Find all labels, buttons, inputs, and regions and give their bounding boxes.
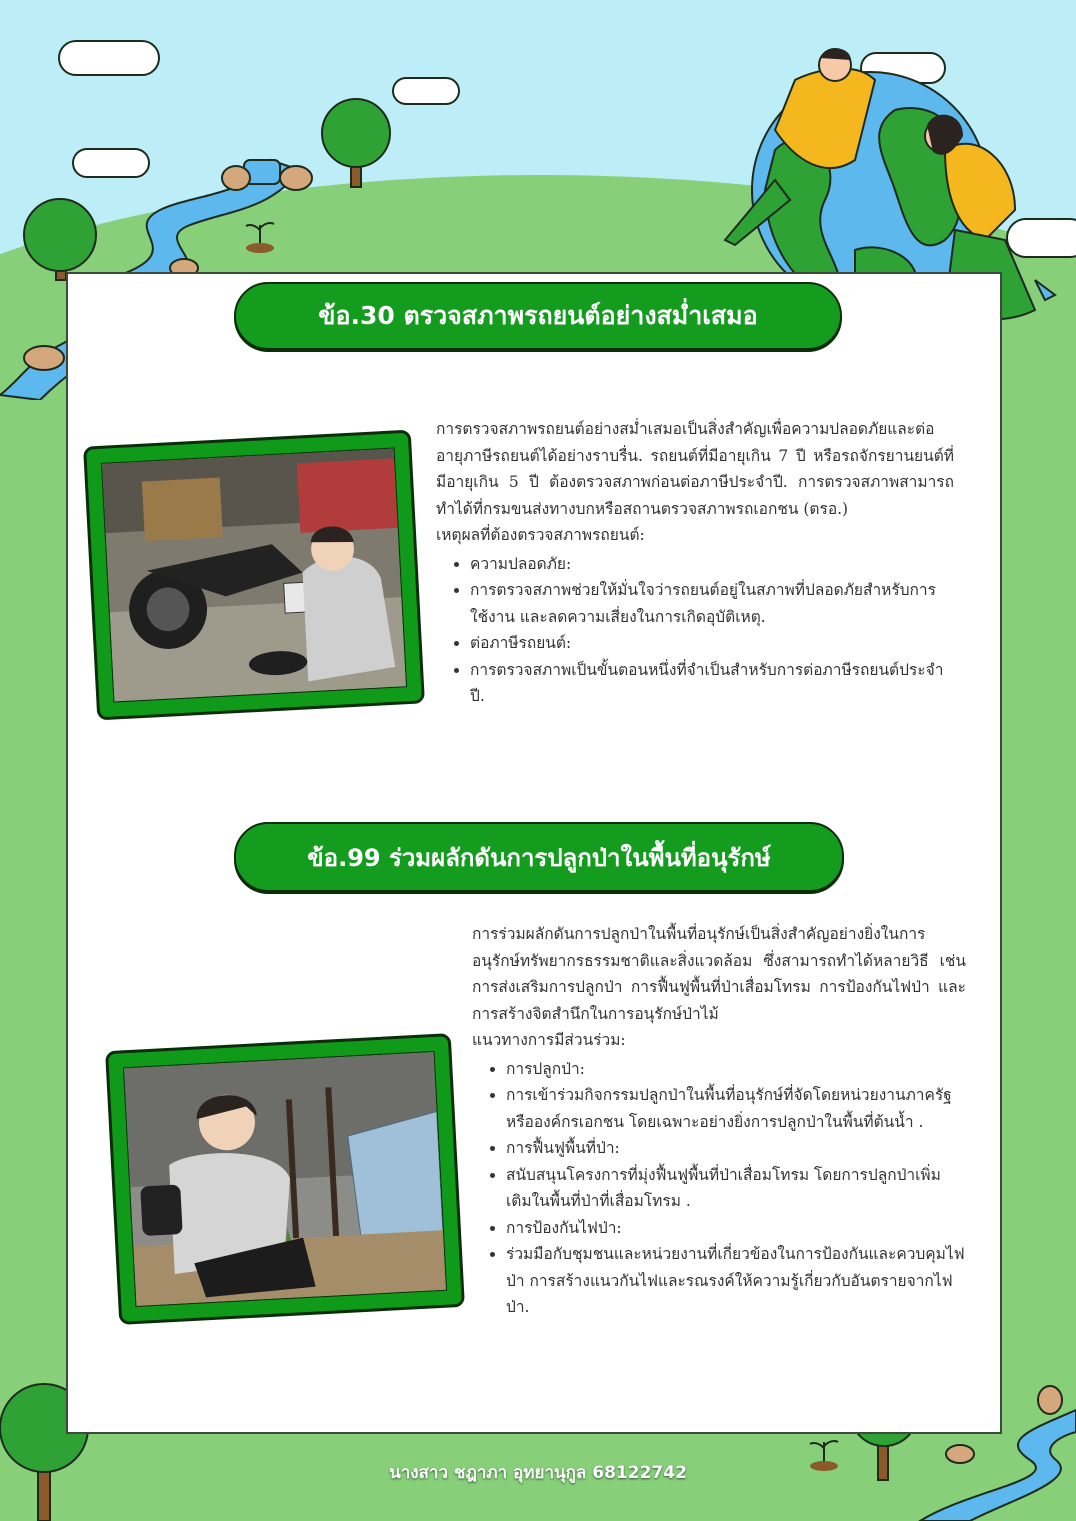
section-2-photo-frame bbox=[105, 1033, 465, 1325]
section-2-text bbox=[472, 921, 966, 1321]
section-1-text bbox=[436, 416, 954, 710]
section-1-photo-frame bbox=[83, 430, 425, 721]
list-item: • การเข้าร่วมกิจกรรมปลูกป่าในพื้นที่อนุรักษ์ที่จัดโดยหน่วยงานภาครัฐหรือองค์กรเอกชน โดยเฉพาะอย่างยิ่งการปลูกป่าในพื้นที่ต้นน้ำ . bbox=[506, 1082, 966, 1135]
list-item: • สนับสนุนโครงการที่มุ่งฟื้นฟูพื้นที่ป่าเสื่อมโทรม โดยการปลูกป่าเพิ่มเติมในพื้นที่ป่าที่เสื่อมโทรม . bbox=[506, 1162, 966, 1215]
list-item: • การตรวจสภาพช่วยให้มั่นใจว่ารถยนต์อยู่ในสภาพที่ปลอดภัยสำหรับการใช้งาน และลดความเสี่ยงในการเกิดอุบัติเหตุ. bbox=[470, 577, 954, 630]
cloud-decoration bbox=[58, 40, 160, 76]
cloud-decoration bbox=[392, 77, 460, 105]
section-1-subheading: เหตุผลที่ต้องตรวจสภาพรถยนต์: bbox=[436, 526, 645, 544]
planting-photo bbox=[123, 1051, 447, 1307]
list-item: • การฟื้นฟูพื้นที่ป่า: bbox=[506, 1135, 966, 1162]
section-2-subheading: แนวทางการมีส่วนร่วม: bbox=[472, 1031, 626, 1049]
section-1-intro: การตรวจสภาพรถยนต์อย่างสม่ำเสมอเป็นสิ่งสำคัญเพื่อความปลอดภัยและต่ออายุภาษีรถยนต์ได้อย่างราบรื่น. รถยนต์ที่มีอายุเกิน 7 ปี หรือรถจักรยานยนต์ที่มีอายุเกิน 5 ปี ต้องตรวจสภาพก่อนต่อภาษีประจำปี. การตรวจสภาพสามารถทำได้ที่กรมขนส่งทางบกหรือสถานตรวจสภาพรถเอกชน (ตรอ.) bbox=[436, 420, 954, 518]
list-item: • การปลูกป่า: bbox=[506, 1056, 966, 1083]
section-2-intro: การร่วมผลักดันการปลูกป่าในพื้นที่อนุรักษ์เป็นสิ่งสำคัญอย่างยิ่งในการอนุรักษ์ทรัพยากรธรรมชาติและสิ่งแวดล้อม ซึ่งสามารถทำได้หลายวิธี เช่น การส่งเสริมการปลูกป่า การฟื้นฟูพื้นที่ป่าเสื่อมโทรม การป้องกันไฟป่า และการสร้างจิตสำนึกในการอนุรักษ์ป่าไม้ bbox=[472, 925, 966, 1023]
list-item: • การตรวจสภาพเป็นขั้นตอนหนึ่งที่จำเป็นสำหรับการต่อภาษีรถยนต์ประจำปี. bbox=[470, 657, 954, 710]
list-item: • ต่อภาษีรถยนต์: bbox=[470, 630, 954, 657]
author-name: นางสาว ชฎาภา อุทยานุกูล 68122742 bbox=[389, 1463, 687, 1483]
section-1-list bbox=[436, 551, 954, 710]
tree-illustration bbox=[316, 95, 396, 190]
list-item: • ร่วมมือกับชุมชนและหน่วยงานที่เกี่ยวข้องในการป้องกันและควบคุมไฟป่า การสร้างแนวกันไฟและรณรงค์ให้ความรู้เกี่ยวกับอันตรายจากไฟป่า. bbox=[506, 1241, 966, 1321]
motorcycle-photo bbox=[101, 447, 407, 702]
section-1-heading: ข้อ.30 ตรวจสภาพรถยนต์อย่างสม่ำเสมอ bbox=[234, 282, 842, 350]
list-item: • การป้องกันไฟป่า: bbox=[506, 1215, 966, 1242]
list-item: • ความปลอดภัย: bbox=[470, 551, 954, 578]
section-2-heading: ข้อ.99 ร่วมผลักดันการปลูกป่าในพื้นที่อนุรักษ์ bbox=[234, 822, 844, 892]
section-2-list bbox=[472, 1056, 966, 1321]
